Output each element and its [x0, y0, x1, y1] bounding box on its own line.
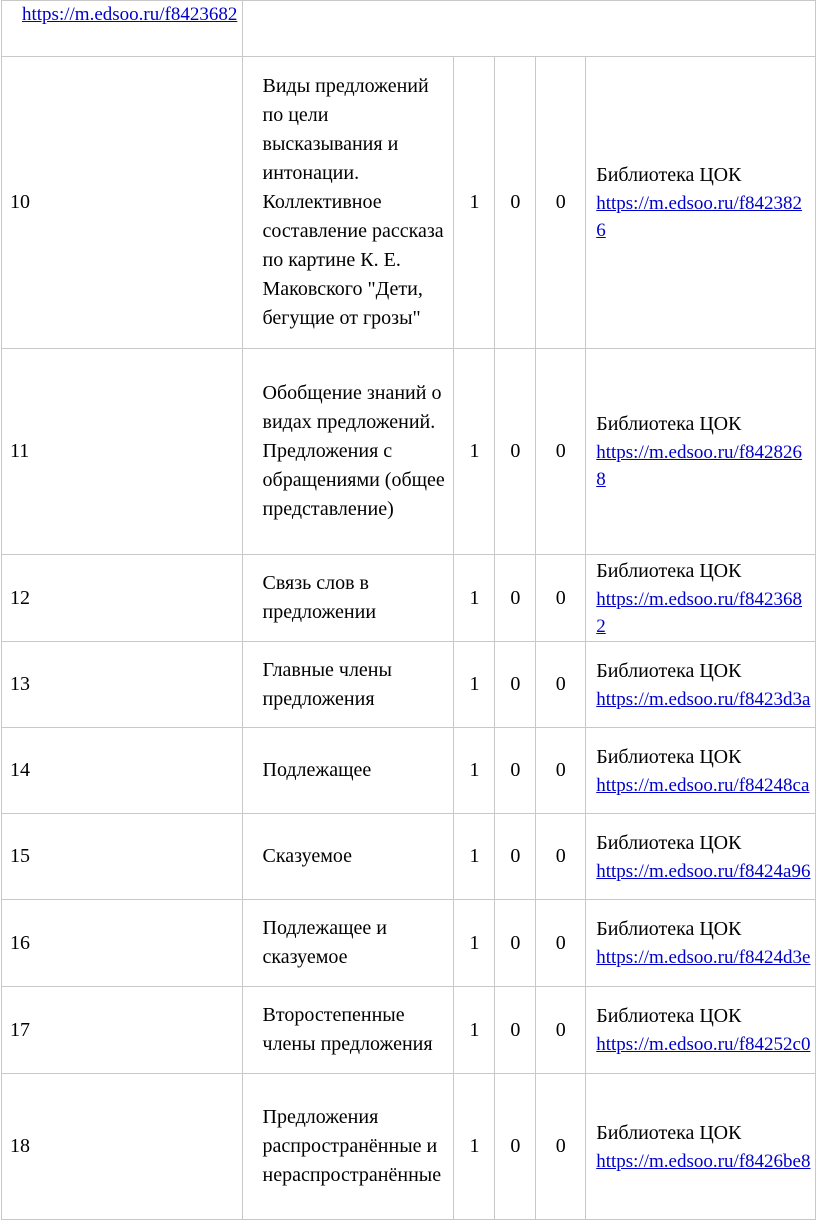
resource-cell — [586, 728, 816, 814]
hours-practice-value: 0 — [555, 673, 566, 695]
hours-practice-value: 0 — [555, 586, 566, 609]
resource-link[interactable]: https://m.edsoo.ru/f8426be8 — [596, 1150, 811, 1172]
lesson-topic: Виды предложений по цели высказывания и интонации. Коллективное составление рассказа по картине К. Е. Маковского "Дети, бегущие от грозы" — [242, 57, 454, 349]
hours-total-value: 1 — [469, 191, 480, 213]
lesson-topic: Сказуемое — [242, 814, 454, 900]
library-label: Библиотека ЦОК — [596, 831, 742, 854]
hours-control — [495, 642, 536, 728]
hours-control-value: 0 — [510, 1018, 521, 1041]
hours-total — [454, 555, 495, 642]
lesson-topic: Подлежащее — [242, 728, 454, 814]
hours-practice — [536, 1074, 586, 1220]
hours-control-value: 0 — [510, 191, 521, 213]
library-label: Библиотека ЦОК — [596, 413, 742, 435]
lesson-table-body — [2, 1, 816, 1220]
hours-control-value: 0 — [510, 931, 521, 954]
lesson-table — [1, 0, 816, 1220]
lesson-number: 18 — [2, 1074, 243, 1220]
library-label: Библиотека ЦОК — [596, 1005, 742, 1027]
table-row — [2, 900, 816, 987]
hours-total — [454, 1074, 495, 1220]
lesson-topic: Обобщение знаний о видах предложений. Предложения с обращениями (общее представление) — [242, 349, 454, 555]
table-row — [2, 555, 816, 642]
hours-control — [495, 728, 536, 814]
hours-total-value: 1 — [469, 1135, 480, 1157]
hours-practice-value: 0 — [555, 845, 566, 867]
library-label: Библиотека ЦОК — [596, 918, 742, 940]
hours-total — [454, 987, 495, 1074]
hours-practice-value: 0 — [555, 1018, 566, 1041]
resource-cell — [586, 555, 816, 642]
hours-practice — [536, 555, 586, 642]
hours-control-value: 0 — [510, 440, 521, 462]
lesson-number: 12 — [2, 555, 243, 642]
resource-cell — [586, 642, 816, 728]
resource-link[interactable]: https://m.edsoo.ru/f8423682 — [22, 4, 238, 25]
resource-link[interactable]: https://m.edsoo.ru/f8423d3a — [596, 688, 811, 710]
hours-practice — [536, 57, 586, 349]
hours-control — [495, 555, 536, 642]
resource-link[interactable]: https://m.edsoo.ru/f84248ca — [596, 774, 810, 796]
hours-control-value: 0 — [510, 586, 521, 609]
resource-cell — [2, 1, 243, 57]
lesson-topic: Предложения распространённые и нераспространённые — [242, 1074, 454, 1220]
resource-link[interactable]: https://m.edsoo.ru/f8428268 — [596, 442, 803, 490]
hours-control-value: 0 — [510, 845, 521, 867]
lesson-topic: Главные члены предложения — [242, 642, 454, 728]
hours-practice — [536, 814, 586, 900]
lesson-number: 13 — [2, 642, 243, 728]
hours-practice — [536, 349, 586, 555]
hours-total-value: 1 — [469, 673, 480, 695]
hours-total — [454, 814, 495, 900]
table-row — [2, 728, 816, 814]
resource-link[interactable]: https://m.edsoo.ru/f84252c0 — [596, 1034, 811, 1055]
resource-cell — [586, 900, 816, 987]
hours-control-value: 0 — [510, 759, 521, 781]
hours-total-value: 1 — [469, 586, 480, 609]
table-row — [2, 349, 816, 555]
resource-cell — [586, 349, 816, 555]
hours-practice — [536, 987, 586, 1074]
hours-total-value: 1 — [469, 845, 480, 867]
hours-total — [454, 57, 495, 349]
hours-practice — [536, 642, 586, 728]
table-row — [2, 57, 816, 349]
hours-control — [495, 57, 536, 349]
library-label: Библиотека ЦОК — [596, 1121, 742, 1144]
hours-control — [495, 814, 536, 900]
hours-total — [454, 900, 495, 987]
hours-control-value: 0 — [510, 673, 521, 695]
hours-total-value: 1 — [469, 931, 480, 954]
lesson-number: 15 — [2, 814, 243, 900]
table-row — [2, 642, 816, 728]
lesson-number: 16 — [2, 900, 243, 987]
lesson-topic: Связь слов в предложении — [242, 555, 454, 642]
hours-total — [454, 642, 495, 728]
hours-control — [495, 900, 536, 987]
resource-cell — [586, 987, 816, 1074]
hours-practice-value: 0 — [555, 759, 566, 781]
hours-total-value: 1 — [469, 759, 480, 781]
lesson-topic: Второстепенные члены предложения — [242, 987, 454, 1074]
resource-cell — [586, 57, 816, 349]
empty-cell — [242, 1, 815, 57]
library-label: Библиотека ЦОК — [596, 659, 742, 682]
hours-total — [454, 728, 495, 814]
table-row — [2, 987, 816, 1074]
resource-cell — [586, 814, 816, 900]
hours-practice-value: 0 — [555, 440, 566, 462]
hours-practice — [536, 900, 586, 987]
hours-total — [454, 349, 495, 555]
hours-control — [495, 1074, 536, 1220]
hours-practice-value: 0 — [555, 191, 566, 213]
library-label: Библиотека ЦОК — [596, 164, 742, 186]
hours-control — [495, 349, 536, 555]
table-row — [2, 1, 816, 57]
resource-link[interactable]: https://m.edsoo.ru/f8424a96 — [596, 860, 811, 882]
table-row — [2, 814, 816, 900]
hours-total-value: 1 — [469, 440, 480, 462]
resource-link[interactable]: https://m.edsoo.ru/f8424d3e — [596, 947, 811, 968]
resource-cell — [586, 1074, 816, 1220]
lesson-number: 11 — [2, 349, 243, 555]
lesson-number: 14 — [2, 728, 243, 814]
resource-link[interactable]: https://m.edsoo.ru/f8423826 — [596, 193, 803, 241]
lesson-number: 10 — [2, 57, 243, 349]
hours-practice-value: 0 — [555, 931, 566, 954]
hours-practice-value: 0 — [555, 1135, 566, 1157]
lesson-topic: Подлежащее и сказуемое — [242, 900, 454, 987]
library-label: Библиотека ЦОК — [596, 559, 742, 582]
hours-practice — [536, 728, 586, 814]
lesson-number: 17 — [2, 987, 243, 1074]
resource-link[interactable]: https://m.edsoo.ru/f8423682 — [596, 588, 803, 637]
hours-control — [495, 987, 536, 1074]
library-label: Библиотека ЦОК — [596, 745, 742, 768]
hours-control-value: 0 — [510, 1135, 521, 1157]
table-row — [2, 1074, 816, 1220]
hours-total-value: 1 — [469, 1018, 480, 1041]
